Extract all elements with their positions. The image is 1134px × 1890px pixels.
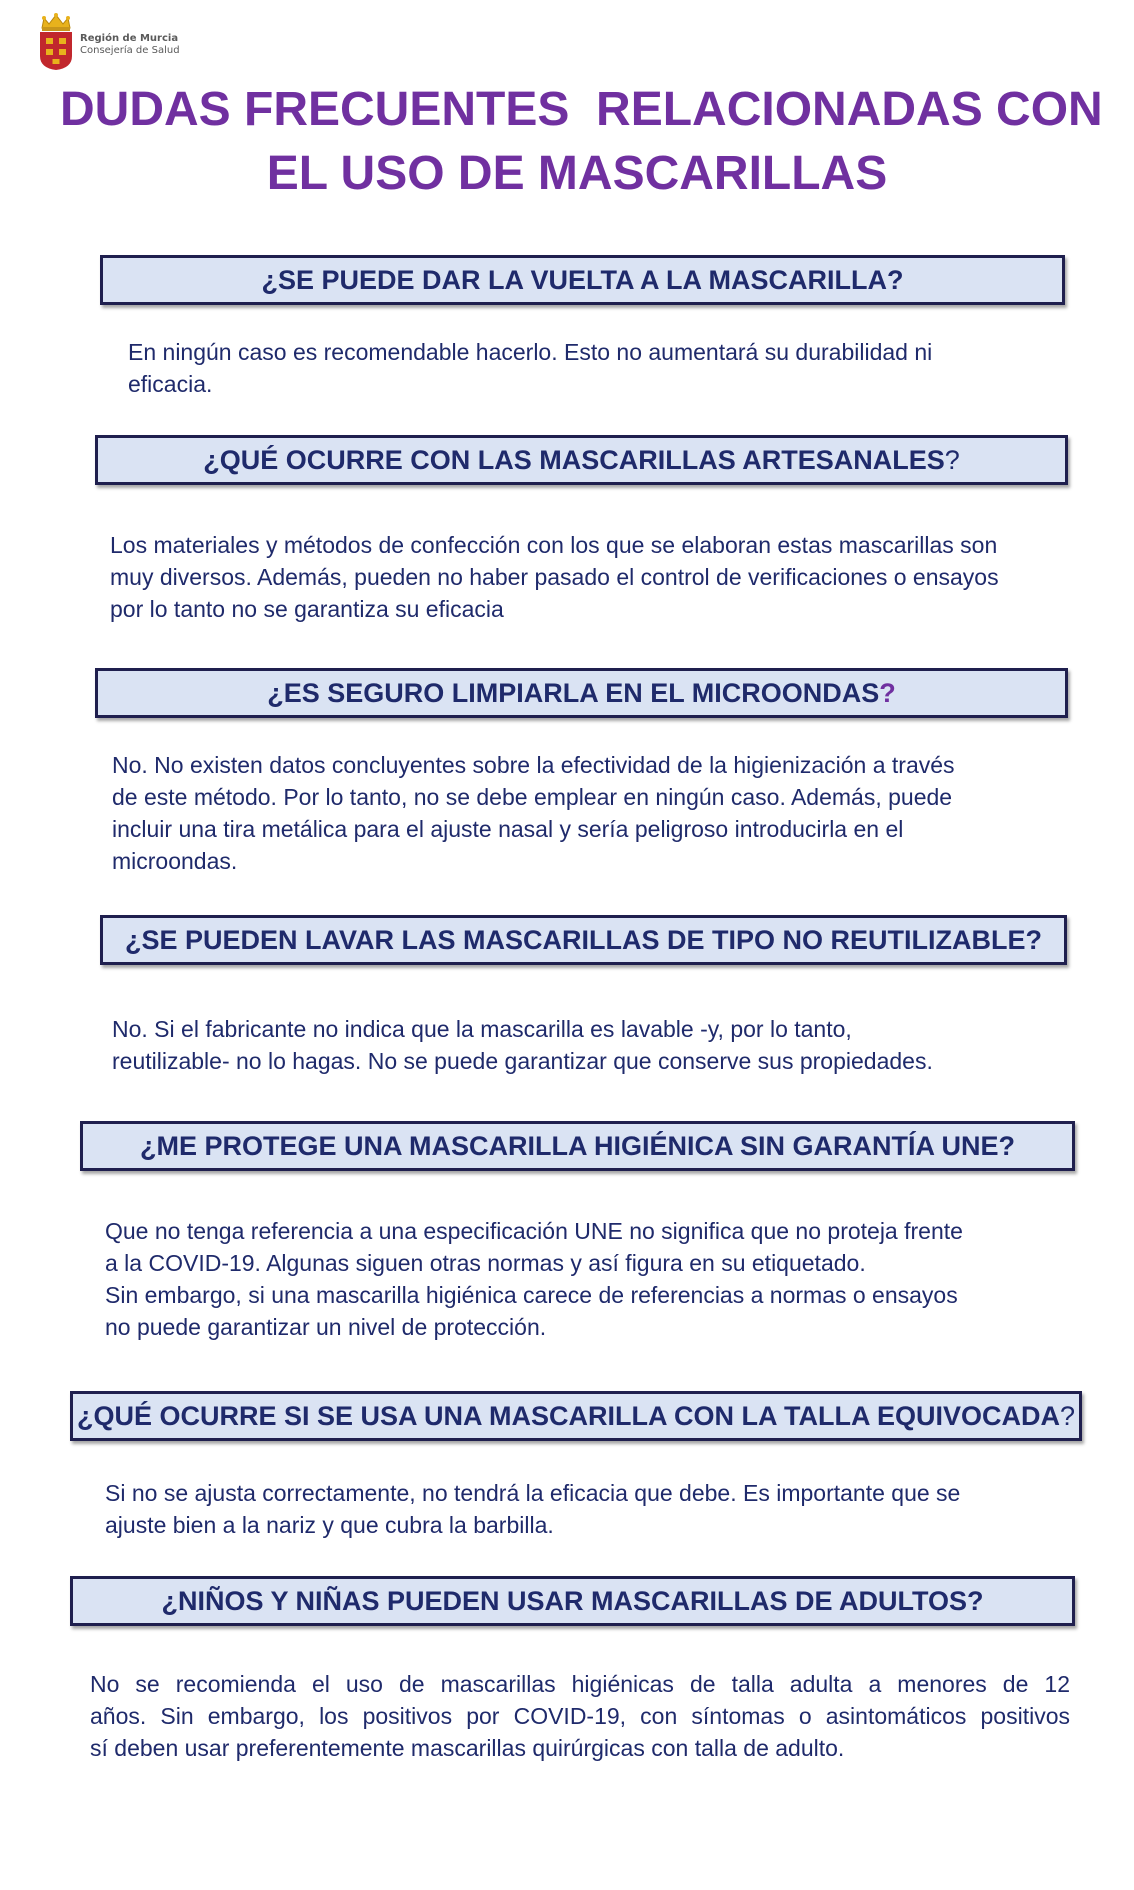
- faq-question-3-text: ¿ES SEGURO LIMPIARLA EN EL MICROONDAS: [267, 677, 880, 708]
- faq-answer-5-line: Sin embargo, si una mascarilla higiénica carece de referencias a normas o ensayos: [105, 1282, 958, 1308]
- faq-question-2: [95, 435, 1068, 485]
- faq-answer-2-line: muy diversos. Además, pueden no haber pasado el control de verificaciones o ensayos: [110, 564, 999, 590]
- faq-question-3: [95, 668, 1068, 718]
- faq-question-7-text: ¿NIÑOS Y NIÑAS PUEDEN USAR MASCARILLAS DE ADULTOS: [161, 1585, 968, 1616]
- org-name: Región de Murcia: [80, 33, 179, 44]
- faq-question-6-text: ¿QUÉ OCURRE SI SE USA UNA MASCARILLA CON LA TALLA EQUIVOCADA: [76, 1400, 1060, 1431]
- faq-question-1-mark: ?: [886, 264, 904, 295]
- faq-answer-4-line: reutilizable- no lo hagas. No se puede garantizar que conserve sus propiedades.: [112, 1048, 933, 1074]
- header-logo: [36, 12, 196, 72]
- faq-answer-7-line: sí deben usar preferentemente mascarillas quirúrgicas con talla de adulto.: [90, 1735, 845, 1761]
- faq-answer-3-line: No. No existen datos concluyentes sobre la efectividad de la higienización a través: [112, 752, 955, 778]
- faq-question-1: [100, 255, 1065, 305]
- faq-answer-2: [110, 529, 1070, 625]
- faq-answer-4: [112, 1013, 1072, 1077]
- faq-answer-3-line: de este método. Por lo tanto, no se debe emplear en ningún caso. Además, puede: [112, 784, 953, 810]
- faq-question-2-mark: ?: [944, 444, 960, 475]
- faq-question-3-mark: ?: [879, 677, 896, 708]
- page-title: [60, 78, 1103, 206]
- faq-answer-5-line: a la COVID-19. Algunas siguen otras normas y así figura en su etiquetado.: [105, 1250, 866, 1276]
- faq-answer-7-line: años. Sin embargo, los positivos por COVID-19, con síntomas o asintomáticos positivos: [90, 1703, 1070, 1729]
- faq-answer-6-line: ajuste bien a la nariz y que cubra la barbilla.: [105, 1512, 554, 1538]
- faq-question-5-text: ¿ME PROTEGE UNA MASCARILLA HIGIÉNICA SIN GARANTÍA UNE: [139, 1130, 999, 1161]
- faq-question-5: [80, 1121, 1075, 1171]
- faq-question-2-text: ¿QUÉ OCURRE CON LAS MASCARILLAS ARTESANALES: [203, 444, 945, 475]
- page-title-line-1: DUDAS FRECUENTES RELACIONADAS CON: [60, 83, 1103, 136]
- faq-answer-6-line: Si no se ajusta correctamente, no tendrá la eficacia que debe. Es importante que se: [105, 1480, 961, 1506]
- page-title-line-2: EL USO DE MASCARILLAS: [266, 147, 888, 200]
- org-department: Consejería de Salud: [80, 45, 180, 56]
- faq-answer-3-line: incluir una tira metálica para el ajuste nasal y sería peligroso introducirla en el: [112, 816, 904, 842]
- faq-answer-5-line: Que no tenga referencia a una especificación UNE no significa que no proteja frente: [105, 1218, 963, 1244]
- faq-question-6-mark: ?: [1059, 1400, 1076, 1431]
- faq-answer-4-line: No. Si el fabricante no indica que la mascarilla es lavable -y, por lo tanto,: [112, 1016, 852, 1042]
- faq-answer-1-line: En ningún caso es recomendable hacerlo. Esto no aumentará su durabilidad ni: [128, 339, 933, 365]
- faq-answer-7: [90, 1668, 1070, 1764]
- region-murcia-shield-icon: [36, 12, 76, 72]
- faq-answer-2-line: Los materiales y métodos de confección con los que se elaboran estas mascarillas son: [110, 532, 998, 558]
- faq-answer-1: [128, 336, 1028, 400]
- faq-question-6: [70, 1391, 1082, 1441]
- faq-answer-2-line: por lo tanto no se garantiza su eficacia: [110, 596, 504, 622]
- faq-answer-3: [112, 749, 1052, 877]
- faq-answer-3-line: microondas.: [112, 848, 238, 874]
- faq-answer-5-line: no puede garantizar un nivel de protección.: [105, 1314, 547, 1340]
- faq-answer-1-line: eficacia.: [128, 371, 213, 397]
- faq-question-4: [100, 915, 1067, 965]
- faq-answer-7-line: No se recomienda el uso de mascarillas higiénicas de talla adulta a menores de 12: [90, 1671, 1070, 1697]
- faq-question-7-mark: ?: [967, 1585, 984, 1616]
- faq-question-1-text: ¿SE PUEDE DAR LA VUELTA A LA MASCARILLA: [261, 264, 887, 295]
- faq-question-4-text: ¿SE PUEDEN LAVAR LAS MASCARILLAS DE TIPO NO REUTILIZABLE: [124, 924, 1026, 955]
- faq-answer-5: [105, 1215, 1075, 1343]
- faq-question-4-mark: ?: [1025, 924, 1043, 955]
- faq-answer-6: [105, 1477, 1065, 1541]
- faq-question-5-mark: ?: [998, 1130, 1015, 1161]
- faq-question-7: [70, 1576, 1075, 1626]
